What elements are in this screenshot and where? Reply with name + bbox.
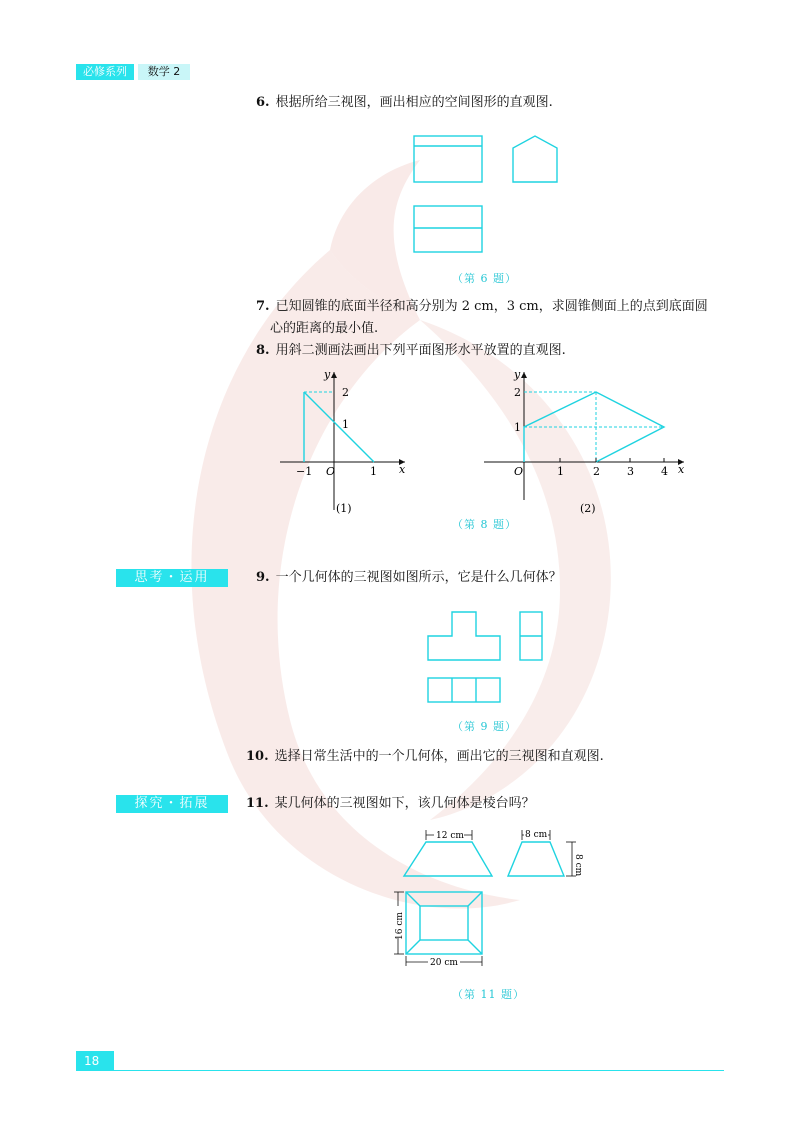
dimension-label: 20 cm (430, 958, 458, 968)
tick-label: 1 (370, 465, 377, 478)
dimension-label: 16 cm (395, 912, 405, 940)
question-8 (256, 340, 726, 362)
question-10 (246, 746, 716, 768)
book-tag: 数学 2 (138, 64, 190, 80)
dimension-label: 8 cm (525, 830, 548, 840)
question-text: 一个几何体的三视图如图所示，它是什么几何体？ (275, 570, 562, 585)
subfigure-label: (1) (336, 502, 352, 515)
tick-label: 3 (627, 465, 634, 478)
front-view (404, 842, 492, 876)
question-9 (256, 567, 726, 589)
question-6 (256, 92, 726, 114)
caption-fig6: （第 6 题） (452, 272, 517, 285)
question-number: 7. (256, 299, 270, 314)
front-view (414, 136, 482, 182)
footer-rule (114, 1070, 724, 1071)
x-axis-label: x (678, 463, 685, 476)
tick-label: 1 (514, 421, 521, 434)
y-axis-label: y (324, 368, 331, 381)
question-11 (246, 793, 716, 815)
question-number: 6. (256, 95, 270, 110)
question-text-line1: 已知圆锥的底面半径和高分别为 2 cm，3 cm，求圆锥侧面上的点到底面圆 (275, 299, 708, 314)
series-tag: 必修系列 (76, 64, 134, 80)
origin-label: O (514, 465, 524, 478)
question-number: 11. (246, 796, 269, 811)
section-think-apply: 思考・运用 (116, 569, 228, 587)
question-7 (256, 296, 726, 340)
fig6-three-views (400, 126, 580, 256)
question-text: 选择日常生活中的一个几何体，画出它的三视图和直观图. (274, 749, 604, 764)
tick-label: 1 (342, 418, 349, 431)
question-number: 10. (246, 749, 269, 764)
question-number: 8. (256, 343, 270, 358)
question-number: 9. (256, 570, 270, 585)
top-view (428, 678, 500, 702)
fig9-three-views (420, 604, 560, 708)
tick-label: 2 (342, 386, 349, 399)
side-view (508, 842, 564, 876)
fig8-graph-1 (280, 366, 410, 516)
fig11-three-views (386, 824, 606, 974)
question-text-line2: 心的距离的最小值. (270, 321, 379, 336)
tick-label: −1 (296, 465, 313, 478)
x-axis-label: x (399, 463, 406, 476)
top-view (414, 206, 482, 252)
origin-label: O (326, 465, 336, 478)
dimension-label: 12 cm (436, 831, 464, 841)
tick-label: 4 (661, 465, 668, 478)
caption-fig8: （第 8 题） (452, 518, 517, 531)
y-axis-label: y (514, 368, 521, 381)
top-view-outer (406, 892, 482, 954)
caption-fig11: （第 11 题） (452, 988, 525, 1001)
section-explore-extend: 探究・拓展 (116, 795, 228, 813)
question-text: 某几何体的三视图如下，该几何体是棱台吗？ (274, 796, 535, 811)
question-text: 用斜二测画法画出下列平面图形水平放置的直观图. (275, 343, 566, 358)
side-view (513, 136, 557, 182)
tick-label: 2 (593, 465, 600, 478)
dimension-label: 8 cm (573, 854, 583, 877)
subfigure-label: (2) (580, 502, 596, 515)
question-text: 根据所给三视图，画出相应的空间图形的直观图. (275, 95, 553, 110)
fig8-graph-2 (484, 366, 694, 516)
tick-label: 2 (514, 386, 521, 399)
caption-fig9: （第 9 题） (452, 720, 517, 733)
tick-label: 1 (557, 465, 564, 478)
front-view (428, 612, 500, 660)
page-number: 18 (76, 1051, 114, 1071)
